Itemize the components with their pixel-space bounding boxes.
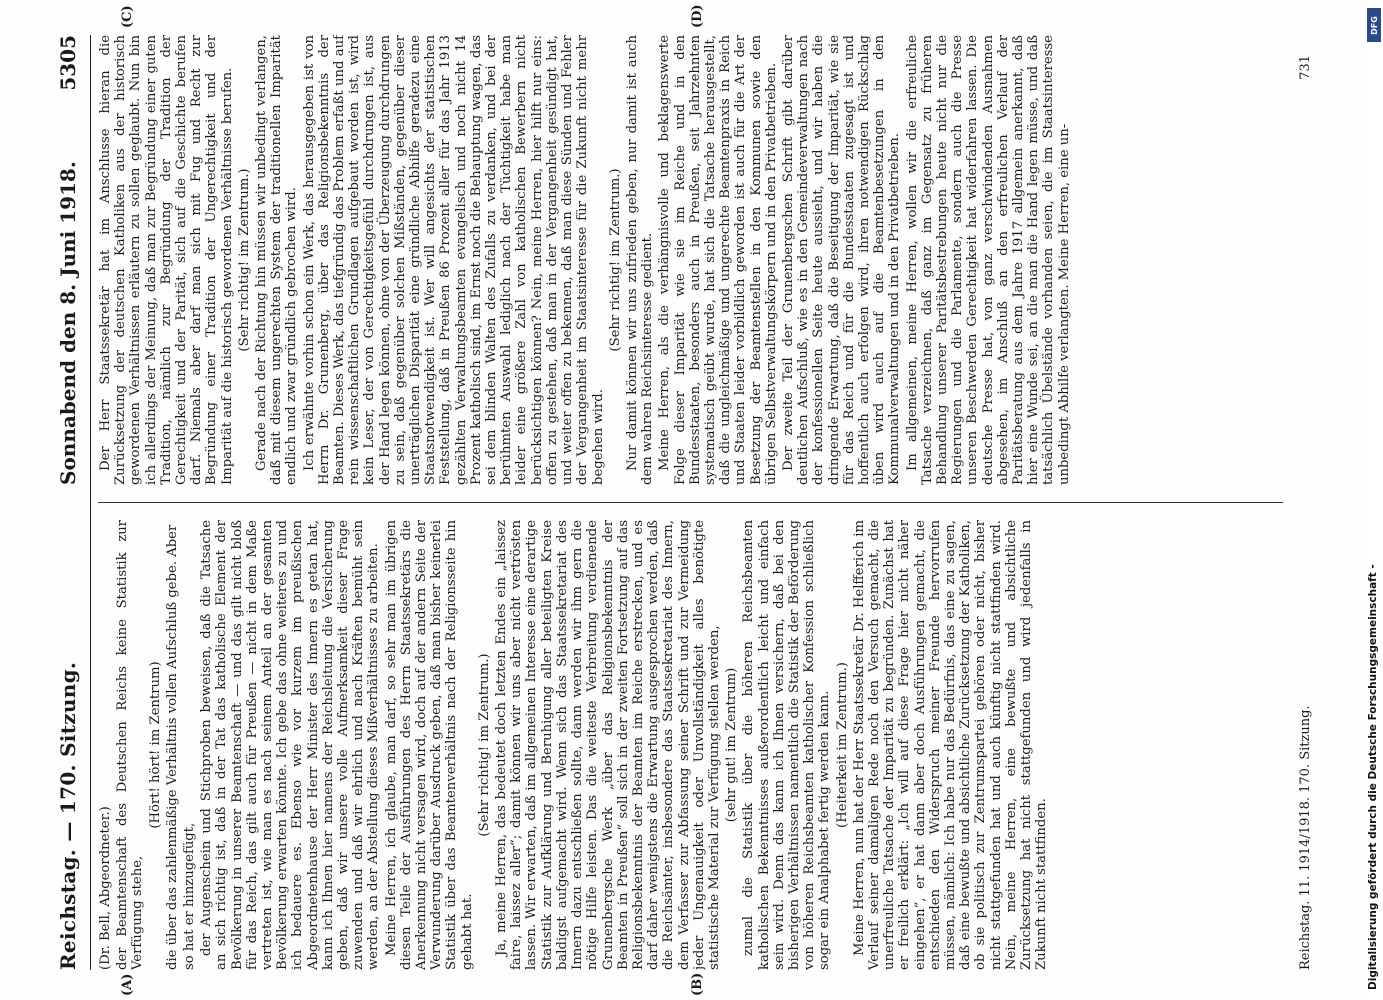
paragraph: so hat er hinzugefügt, bbox=[182, 822, 198, 970]
footer-source: Reichstag. 11. 1914/1918. 170. Sitzung. bbox=[1298, 705, 1313, 970]
column-divider bbox=[98, 502, 1283, 503]
footer-sheet-number: 731 bbox=[1298, 55, 1313, 80]
interjection: (Hört! hört! im Zentrum) bbox=[147, 661, 163, 829]
paragraph: (Dr. Bell, Abgeordneter.) bbox=[98, 806, 113, 970]
right-text-column bbox=[98, 35, 1283, 485]
rotated-newspaper-page bbox=[50, 4, 1340, 996]
interjection: (Sehr richtig! im Zentrum.) bbox=[476, 653, 492, 837]
paragraph: Nur damit können wir uns zufrieden geben, nur damit ist auch dem wahren Reichsinteresse gedient. bbox=[624, 35, 656, 485]
paragraph: Meine Herren, als die verhängnisvolle und beklagenswerte Folge dieser Imparität wie sie im Reiche und in den Bundesstaaten, besonders auch in Preußen, seit Jahrzehnten systematisch geübt wurde, hat sich die Tatsache herausgestellt, daß die ungleichmäßige und ungerechte Beamtenpraxis in Reich und Staaten leider vorbildlich geworden ist auch für die Art der Besetzung der Beamtenstellen in den Kommunen sowie den übrigen Selbstverwaltungskörpern und in den Privatbetrieben. bbox=[657, 35, 779, 485]
left-text-column bbox=[98, 520, 1283, 970]
page-footer bbox=[1294, 35, 1324, 970]
dfg-logo: DFG bbox=[1367, 8, 1381, 42]
margin-mark-c: (C) bbox=[120, 5, 135, 28]
header-date: Sonnabend den 8. Juni 1918. bbox=[56, 161, 80, 485]
interjection: (sehr gut! im Zentrum) bbox=[724, 667, 740, 823]
paragraph: Meine Herren, nun hat der Herr Staatssekretär Dr. Helfferich im Verlauf seiner damaligen Rede noch den Versuch gemacht, die unerfreuliche Tatsache der Imparität zu begründen. Zunächst hat er freilich erklärt: „Ich will auf diese Frage hier nicht näher eingehen“, er hat dann aber doch Ausführungen gemacht, die entschieden den Widerspruch meiner Freunde hervorrufen müssen, nämlich: Ich habe nur das Bedürfnis, das eine zu sagen, daß eine bewußte und absichtliche Zurücksetzung der Katholiken, ob sie politisch zur Zentrumspartei gehören oder nicht, bisher nicht stattgefunden hat und auch künftig nicht stattfinden wird. Nein, meine Herren, eine bewußte und absichtliche Zurücksetzung hat nicht stattgefunden und wird jedenfalls in Zukunft nicht stattfinden. bbox=[851, 520, 1050, 970]
header-session: Reichstag. — 170. Sitzung. bbox=[56, 661, 80, 970]
margin-mark-a: (A) bbox=[120, 973, 135, 996]
paragraph: Ich erwähnte vorhin schon ein Werk, das herausgegeben ist von Herrn Dr. Grunenberg, über das Religionsbekenntnis der Beamten. Dieses Werk, das tiefgründig das Problem erfaßt und auf rein wissenschaftlichen Grundlagen aufgebaut worden ist, wird kein Leser, der von Gerechtigkeitsgefühl durchdrungen ist, aus der Hand legen können, ohne von der Überzeugung durchdrungen zu sein, daß gegenüber solchen Mißständen, gegenüber dieser unerträglichen Disparität eine gründliche Abhilfe geradezu eine Staatsnotwendigkeit ist. Wer will angesichts der statistischen Feststellung, daß in Preußen 86 Prozent aller für das Jahr 1913 gezählten Verwaltungsbeamten evangelisch und noch nicht 14 Prozent katholisch sind, im Ernst noch die Behauptung wagen, das sei dem blinden Walten des Zufalls zu verdanken, und bei der berühmten Auswahl lediglich nach der Tüchtigkeit habe man leider eine größere Zahl von katholischen Bewerbern nicht berücksichtigen können? Nein, meine Herren, hier hilft nur eins: offen zu gestehen, daß man in der Vergangenheit gesündigt hat, und weiter offen zu bekennen, daß man diese Sünden und Fehler der Vergangenheit im Staatsinteresse für die Zukunft nicht mehr begehen wird. bbox=[301, 35, 606, 485]
header-page-number: 5305 bbox=[56, 35, 80, 91]
paragraph: Gerade nach der Richtung hin müssen wir unbedingt verlangen, daß mit diesem ungerechten System der traditionellen Imparität endlich und zwar gründlich gebrochen wird. bbox=[254, 35, 300, 485]
paragraph: Im allgemeinen, meine Herren, wollen wir die erfreuliche Tatsache verzeichnen, daß ganz im Gegensatz zu früheren Behandlung unserer Paritätsbestrebungen heute nicht nur die Regierungen und die Parlamente, sondern auch die Presse unseren Beschwerden Gerechtigkeit hat widerfahren lassen. Die deutsche Presse hat, von ganz verschwindenden Ausnahmen abgesehen, im Anschluß an den erfreulichen Verlauf der Paritätsberatung aus dem Jahre 1917 allgemein anerkannt, daß hier eine Wunde sei, an die man die Hand legen müsse, und daß tatsächlich Übelstände vorhanden seien, die im Staatsinteresse unbedingt Abhilfe verlangten. Meine Herren, eine un- bbox=[904, 35, 1072, 485]
interjection: (Sehr richtig! im Zentrum.) bbox=[607, 168, 623, 352]
paragraph: Ja, meine Herren, das bedeutet doch letzten Endes ein „laissez faire, laissez aller“; damit können wir uns aber nicht vertrösten lassen. Wir erwarten, daß im allgemeinen Interesse eine derartige Statistik zur Aufklärung und Beruhigung aller beteiligten Kreise baldigst aufgemacht wird. Wenn sich das Staatssekretariat des Innern dazu entschließen sollte, dann werden wir ihm gern die nötige Hilfe leisten. Das die weiteste Verbreitung verdienende Grunenbergsche Werk „über das Religionsbekenntnis der Beamten in Preußen“ soll sich in der zweiten Fortsetzung auf das Religionsbekenntnis der Beamten im Reiche erstrecken, und es darf daher wenigstens die Erwartung ausgesprochen werden, daß die Reichsämter, insbesondere das Staatssekretariat des Innern, dem Verfasser zur Abfassung seiner Schrift und zur Vermeidung jeder Ungenauigkeit oder Unvollständigkeit alles benötigte statistische Material zur Verfügung stellen werden, bbox=[494, 520, 722, 970]
page-header bbox=[50, 35, 91, 970]
interjection: (Sehr richtig! im Zentrum.) bbox=[236, 168, 252, 352]
paragraph: Meine Herren, ich glaube, man darf, so sehr man im übrigen diesen Teile der Ausführungen des Herrn Staatssekretärs die Anerkennung nicht versagen wird, doch auf der andern Seite der Verwunderung darüber Ausdruck geben, daß man bisher keinerlei Statistik über das Beamtenverhältnis nach der Religionsseite hin gehabt hat. bbox=[383, 520, 475, 970]
paragraph: der Beamtenschaft des Deutschen Reichs keine Statistik zur Verfügung stehe, bbox=[115, 520, 146, 970]
margin-mark-b: (B) bbox=[690, 972, 705, 996]
paragraph: die über das zahlenmäßige Verhältnis vollen Aufschluß gebe. Aber bbox=[164, 524, 180, 970]
digitization-note: Digitalisierung gefördert durch die Deutsche Forschungsgemeinschaft - bbox=[1367, 564, 1379, 990]
margin-mark-d: (D) bbox=[690, 4, 705, 28]
paragraph: zumal die Statistik über die höheren Reichsbeamten katholischen Bekenntnisses außerordentlich leicht und einfach sein wird. Denn das kann ich Ihnen versichern, daß bei den bisherigen Verhältnissen namentlich die Statistik der Beförderung von höheren Reichsbeamten katholischer Konfession schließlich sogar ein Analphabet fertig werden kann. bbox=[741, 520, 833, 970]
paragraph: Der zweite Teil der Grunenbergschen Schrift gibt darüber deutlichen Aufschluß, wie es in den Gemeindeverwaltungen nach der konfessionellen Seite heute aussieht, und wir haben die dringende Erwartung, daß die Beseitigung der Imparität, wie sie für das Reich und für die Bundesstaaten zugesagt ist und hoffentlich auch erfolgen wird, ihren notwendigen Rückschlag üben wird auch auf die Beamtenbesetzungen in den Kommunalverwaltungen und in den Privatbetrieben. bbox=[780, 35, 903, 485]
interjection: (Heiterkeit im Zentrum.) bbox=[834, 662, 850, 828]
paragraph: Der Herr Staatssekretär hat im Anschlusse hieran die Zurücksetzung der deutschen Katholiken aus der historisch gewordenen Verhältnissen erläutern zu sollen geglaubt. Nun bin ich allerdings der Meinung, daß man zur Begründung einer guten Tradition, nämlich zur Begründung der Tradition der Gerechtigkeit und der Parität, sich auf die Geschichte berufen darf. Niemals aber darf man sich mit Fug und Recht zur Begründung einer Tradition der Ungerechtigkeit und der Imparität auf die historisch gewordenen Verhältnisse berufen. bbox=[98, 35, 235, 485]
paragraph: der Augenschein und Stichproben beweisen, daß die Tatsache an sich richtig ist, daß in der Tat das katholische Element der Bevölkerung in unserer Beamtenschaft — und das gilt nicht bloß für das Reich, das gilt auch für Preußen — nicht in dem Maße vertreten ist, wie man es nach seinem Anteil an der gesamten Bevölkerung erwarten könnte. Ich gebe das ohne weiteres zu und ich bedauere es. Ebenso wie vor kurzem im preußischen Abgeordnetenhause der Herr Minister des Innern es getan hat, kann ich Ihnen hier namens der Reichsleitung die Versicherung geben, daß wir unsere volle Aufmerksamkeit dieser Frage zuwenden und daß wir ehrlich und nach Kräften bemüht sein werden, an der Abstellung dieses Mißverhältnisses zu arbeiten. bbox=[199, 520, 382, 970]
